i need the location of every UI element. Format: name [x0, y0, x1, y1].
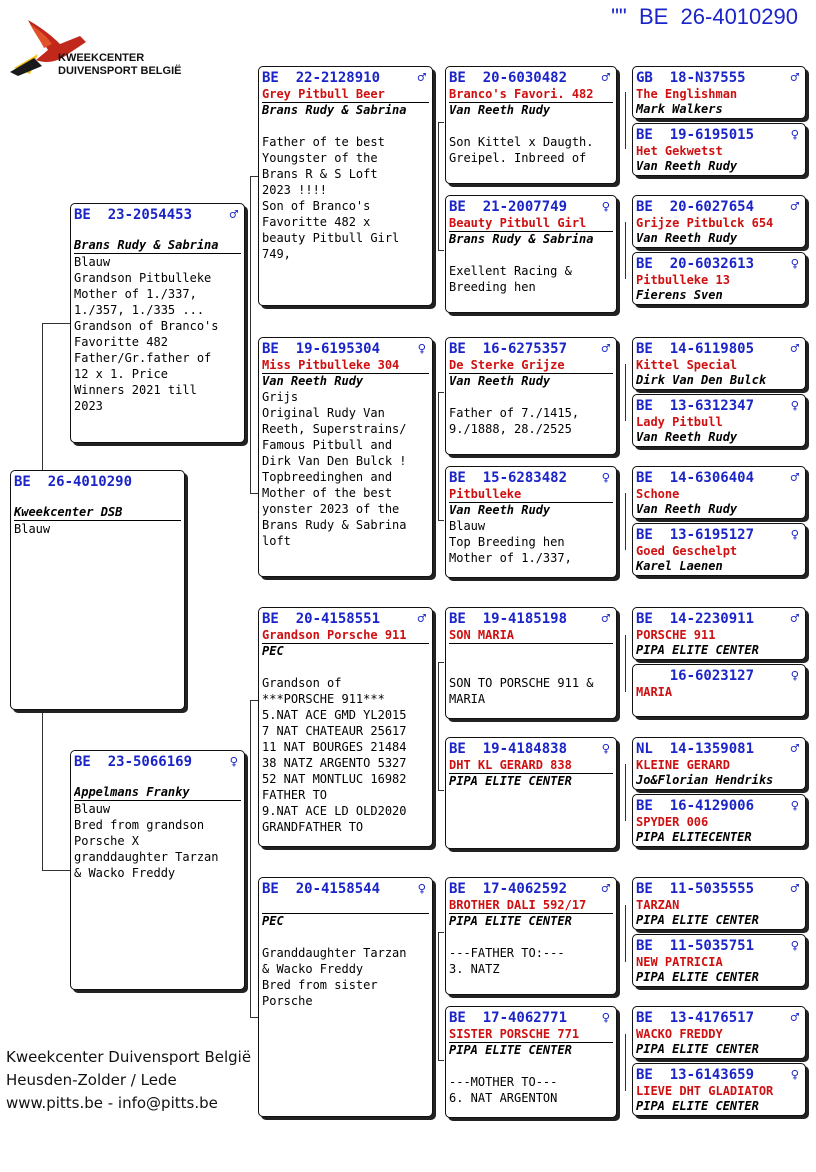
- dam-card[interactable]: [70, 750, 245, 990]
- pigeon-owner: Brans Rudy & Sabrina: [262, 103, 407, 117]
- pedigree-header: [611, 4, 798, 30]
- pigeon-notes: Granddaughter Tarzan & Wacko Freddy Bred from sister Porsche: [262, 946, 407, 1008]
- pigeon-owner: Van Reeth Rudy: [449, 103, 551, 117]
- female-icon: ♀: [790, 798, 799, 814]
- male-icon: ♂: [790, 611, 799, 627]
- pigeon-name: SON MARIA: [449, 628, 613, 644]
- ring-number: BE 19-6195015: [636, 127, 755, 143]
- pigeon-color: Grijs: [262, 390, 299, 404]
- pigeon-ring: [259, 67, 432, 87]
- female-icon: ♀: [601, 199, 610, 215]
- ring-number: BE 19-4185198: [449, 611, 568, 627]
- connector-line: [42, 323, 70, 324]
- male-icon: ♂: [790, 881, 799, 897]
- male-icon: ♂: [790, 70, 799, 86]
- connector-line: [438, 392, 439, 520]
- connector-line: [42, 870, 70, 871]
- ring-number: BE 20-4158551: [262, 611, 381, 627]
- pigeon-name: LIEVE DHT GLADIATOR: [636, 1084, 774, 1098]
- pigeon-notes: Exellent Racing & Breeding hen: [449, 264, 572, 294]
- pigeon-name: Pitbulleke: [449, 487, 613, 503]
- pigeon-owner: Van Reeth Rudy: [636, 430, 738, 444]
- pigeon-ring: [633, 935, 805, 955]
- pigeon-owner: Van Reeth Rudy: [449, 503, 551, 517]
- grandparent-card[interactable]: [258, 66, 433, 306]
- ring-number: BE 13-6143659: [636, 1067, 755, 1083]
- pigeon-ring: [446, 338, 616, 358]
- great-grandparent-card[interactable]: [445, 66, 617, 184]
- ring-number: BE 20-4158544: [262, 881, 381, 897]
- subject-card[interactable]: [10, 470, 185, 710]
- pigeon-notes: Grandson Pitbulleke Mother of 1./337, 1./357, 1./335 ... Grandson of Branco's Favoritte 482 Father/Gr.father of 12 x 1. Price Winners 2021 till 2023: [74, 271, 219, 413]
- ring-number: BE 13-4176517: [636, 1010, 755, 1026]
- connector-line: [438, 662, 439, 790]
- female-icon: ♀: [790, 527, 799, 543]
- connector-line: [42, 710, 43, 870]
- pigeon-name: KLEINE GERARD: [636, 758, 730, 772]
- ring-number: 16-6023127: [636, 668, 755, 684]
- ancestor-card[interactable]: [632, 66, 806, 119]
- ring-number: BE 20-6032613: [636, 256, 755, 272]
- pigeon-ring: [633, 1064, 805, 1084]
- pigeon-notes: Son Kittel x Daugth. Greipel. Inbreed of: [449, 135, 594, 165]
- pigeon-notes: ---MOTHER TO--- 6. NAT ARGENTON: [449, 1075, 558, 1105]
- ancestor-card[interactable]: [632, 1063, 806, 1116]
- pigeon-name: SISTER PORSCHE 771: [449, 1027, 613, 1043]
- pigeon-owner: PIPA ELITE CENTER: [449, 774, 572, 788]
- pigeon-ring: [633, 395, 805, 415]
- pigeon-name: Grandson Porsche 911: [262, 628, 429, 644]
- female-icon: ♀: [790, 256, 799, 272]
- header-ring-number: BE 26-4010290: [638, 4, 798, 29]
- pigeon-name: Pitbulleke 13: [636, 273, 730, 287]
- pigeon-owner: PEC: [262, 644, 284, 658]
- pigeon-ring: [259, 338, 432, 358]
- female-icon: ♀: [790, 1067, 799, 1083]
- ring-number: BE 13-6195127: [636, 527, 755, 543]
- ancestor-card[interactable]: [632, 252, 806, 305]
- ring-number: BE 23-2054453: [74, 207, 193, 223]
- pigeon-name: MARIA: [636, 685, 673, 699]
- ring-number: BE 20-6027654: [636, 199, 755, 215]
- footer-contact-link[interactable]: www.pitts.be - info@pitts.be: [6, 1094, 218, 1112]
- pigeon-name: Schone: [636, 487, 680, 501]
- ring-number: BE 11-5035555: [636, 881, 755, 897]
- connector-line: [250, 700, 258, 701]
- connector-line: [438, 520, 444, 521]
- pigeon-ring: [259, 878, 432, 898]
- pigeon-color: Blauw: [74, 802, 111, 816]
- connector-line: [438, 932, 439, 1060]
- pigeon-name: DHT KL GERARD 838: [449, 758, 613, 774]
- female-icon: ♀: [417, 341, 426, 357]
- pigeon-ring: [633, 1007, 805, 1027]
- pigeon-owner: PIPA ELITE CENTER: [449, 914, 572, 928]
- connector-line: [42, 323, 43, 470]
- grandparent-card[interactable]: [258, 607, 433, 847]
- ring-number: BE 22-2128910: [262, 70, 381, 86]
- pigeon-owner: Jo&Florian Hendriks: [636, 773, 774, 787]
- connector-line: [438, 790, 444, 791]
- connector-line: [250, 700, 251, 1017]
- pigeon-notes: Top Breeding hen Mother of 1./337,: [449, 535, 572, 565]
- pigeon-ring: [633, 67, 805, 87]
- connector-line: [438, 392, 444, 393]
- ring-number: BE 26-4010290: [14, 474, 133, 490]
- logo-line1: KWEEKCENTER: [58, 52, 145, 64]
- pigeon-ring: [633, 795, 805, 815]
- pigeon-ring: [259, 608, 432, 628]
- great-grandparent-card[interactable]: [445, 466, 617, 578]
- ring-number: BE 21-2007749: [449, 199, 568, 215]
- pigeon-ring: [446, 1007, 616, 1027]
- ancestor-card[interactable]: [632, 195, 806, 248]
- ring-number: GB 18-N37555: [636, 70, 746, 86]
- pigeon-owner: PIPA ELITE CENTER: [449, 1043, 572, 1057]
- ancestor-card[interactable]: [632, 394, 806, 447]
- ring-number: BE 15-6283482: [449, 470, 568, 486]
- pigeon-ring: [633, 196, 805, 216]
- pigeon-name: Lady Pitbull: [636, 415, 723, 429]
- pigeon-owner: Van Reeth Rudy: [636, 159, 738, 173]
- ring-number: BE 19-6195304: [262, 341, 381, 357]
- connector-line: [438, 250, 444, 251]
- pigeon-notes: Bred from grandson Porsche X granddaughter Tarzan & Wacko Freddy: [74, 818, 219, 880]
- logo-line2: DUIVENSPORT BELGIË: [58, 65, 182, 77]
- ring-number: NL 14-1359081: [636, 741, 755, 757]
- great-grandparent-card[interactable]: [445, 607, 617, 719]
- pigeon-color: Blauw: [449, 519, 486, 533]
- pigeon-owner: Fierens Sven: [636, 288, 723, 302]
- pigeon-notes: Father of 7./1415, 9./1888, 28./2525: [449, 406, 580, 436]
- pigeon-name: TARZAN: [636, 898, 680, 912]
- ring-number: BE 11-5035751: [636, 938, 755, 954]
- ring-number: BE 17-4062592: [449, 881, 568, 897]
- connector-line: [625, 1034, 626, 1091]
- connector-line: [438, 932, 444, 933]
- connector-line: [625, 764, 626, 821]
- connector-line: [250, 176, 251, 493]
- male-icon: ♂: [601, 341, 610, 357]
- great-grandparent-card[interactable]: [445, 877, 617, 995]
- ancestor-card[interactable]: [632, 466, 806, 519]
- ring-number: BE 14-6119805: [636, 341, 755, 357]
- pigeon-name: Beauty Pitbull Girl: [449, 216, 613, 232]
- pigeon-notes: Original Rudy Van Reeth, Superstrains/ Famous Pitbull and Dirk Van Den Bulck ! Topbreedinghen and Mother of the best yonster 2023 of the Brans Rudy & Sabrina loft: [262, 406, 407, 548]
- connector-line: [625, 493, 626, 550]
- male-icon: ♂: [790, 1010, 799, 1026]
- logo: [8, 14, 208, 80]
- ancestor-card[interactable]: [632, 664, 806, 717]
- pigeon-name: Grijze Pitbulck 654: [636, 216, 774, 230]
- pigeon-ring: [633, 608, 805, 628]
- connector-line: [625, 635, 626, 692]
- pigeon-owner: PEC: [262, 914, 284, 928]
- ancestor-card[interactable]: [632, 737, 806, 790]
- pigeon-ring: [11, 471, 184, 491]
- pigeon-owner: PIPA ELITE CENTER: [636, 1042, 759, 1056]
- connector-line: [250, 493, 258, 494]
- great-grandparent-card[interactable]: [445, 337, 617, 455]
- pigeon-name: Grey Pitbull Beer: [262, 87, 429, 103]
- male-icon: ♂: [601, 881, 610, 897]
- pigeon-owner: Karel Laenen: [636, 559, 723, 573]
- great-grandparent-card[interactable]: [445, 737, 617, 849]
- connector-line: [438, 662, 444, 663]
- ancestor-card[interactable]: [632, 1006, 806, 1059]
- pigeon-notes: ---FATHER TO:--- 3. NATZ: [449, 946, 565, 976]
- ring-number: BE 14-2230911: [636, 611, 755, 627]
- pigeon-owner: Mark Walkers: [636, 102, 723, 116]
- header-quotes: "": [611, 4, 627, 29]
- pigeon-name: De Sterke Grijze: [449, 358, 613, 374]
- ancestor-card[interactable]: [632, 337, 806, 390]
- pigeon-name: PORSCHE 911: [636, 628, 716, 642]
- pigeon-ring: [633, 124, 805, 144]
- great-grandparent-card[interactable]: [445, 1006, 617, 1118]
- pigeon-ring: [446, 67, 616, 87]
- pigeon-owner: Brans Rudy & Sabrina: [449, 232, 594, 246]
- pigeon-name: [262, 898, 429, 914]
- ring-number: BE 20-6030482: [449, 70, 568, 86]
- pigeon-name: BROTHER DALI 592/17: [449, 898, 613, 914]
- pigeon-notes: Father of te best Youngster of the Brans R & S Loft 2023 !!!! Son of Branco's Favoritte 482 x beauty Pitbull Girl 749,: [262, 135, 400, 261]
- pigeon-ring: [633, 738, 805, 758]
- pigeon-name: SPYDER 006: [636, 815, 709, 829]
- pigeon-ring: [633, 524, 805, 544]
- male-icon: ♂: [790, 741, 799, 757]
- ring-number: BE 16-6275357: [449, 341, 568, 357]
- male-icon: ♂: [417, 611, 426, 627]
- pigeon-ring: [71, 204, 244, 224]
- pigeon-owner: PIPA ELITE CENTER: [636, 643, 759, 657]
- pigeon-ring: [446, 467, 616, 487]
- footer: [6, 1046, 251, 1115]
- connector-line: [625, 905, 626, 962]
- pigeon-ring: [446, 878, 616, 898]
- pigeon-owner: Van Reeth Rudy: [636, 502, 738, 516]
- ancestor-card[interactable]: [632, 794, 806, 847]
- grandparent-card[interactable]: [258, 877, 433, 1117]
- male-icon: ♂: [601, 611, 610, 627]
- pigeon-owner: Van Reeth Rudy: [636, 231, 738, 245]
- pigeon-name: The Englishman: [636, 87, 738, 101]
- pigeon-owner: PIPA ELITE CENTER: [636, 970, 759, 984]
- pigeon-ring: [446, 608, 616, 628]
- male-icon: ♂: [601, 70, 610, 86]
- pigeon-name: Goed Geschelpt: [636, 544, 738, 558]
- pigeon-owner: Dirk Van Den Bulck: [636, 373, 767, 387]
- ring-number: BE 19-4184838: [449, 741, 568, 757]
- pigeon-name: NEW PATRICIA: [636, 955, 723, 969]
- male-icon: ♂: [229, 207, 238, 223]
- pigeon-name: Het Gekwetst: [636, 144, 723, 158]
- male-icon: ♂: [790, 470, 799, 486]
- pigeon-owner: Appelmans Franky: [74, 785, 241, 801]
- pigeon-name: Branco's Favori. 482: [449, 87, 613, 103]
- male-icon: ♂: [790, 199, 799, 215]
- pigeon-name: WACKO FREDDY: [636, 1027, 723, 1041]
- pigeon-owner: Kweekcenter DSB: [14, 505, 181, 521]
- footer-company: Kweekcenter Duivensport België: [6, 1048, 252, 1066]
- pigeon-ring: [633, 253, 805, 273]
- ancestor-card[interactable]: [632, 523, 806, 576]
- pigeon-owner: Brans Rudy & Sabrina: [74, 238, 241, 254]
- pigeon-ring: [446, 196, 616, 216]
- connector-line: [438, 122, 439, 250]
- pigeon-ring: [71, 751, 244, 771]
- connector-line: [438, 1060, 444, 1061]
- female-icon: ♀: [790, 127, 799, 143]
- connector-line: [625, 364, 626, 421]
- pigeon-color: Blauw: [14, 522, 51, 536]
- grandparent-card[interactable]: [258, 337, 433, 577]
- female-icon: ♀: [790, 398, 799, 414]
- ancestor-card[interactable]: [632, 934, 806, 987]
- female-icon: ♀: [601, 1010, 610, 1026]
- ancestor-card[interactable]: [632, 877, 806, 930]
- pigeon-ring: [633, 338, 805, 358]
- female-icon: ♀: [601, 470, 610, 486]
- ancestor-card[interactable]: [632, 123, 806, 176]
- female-icon: ♀: [417, 881, 426, 897]
- female-icon: ♀: [790, 938, 799, 954]
- pigeon-color: Blauw: [74, 255, 111, 269]
- ancestor-card[interactable]: [632, 607, 806, 660]
- pigeon-ring: [633, 467, 805, 487]
- great-grandparent-card[interactable]: [445, 195, 617, 313]
- pigeon-ring: [446, 738, 616, 758]
- pigeon-owner: [449, 644, 613, 659]
- ring-number: BE 14-6306404: [636, 470, 755, 486]
- connector-line: [625, 92, 626, 149]
- pigeon-ring: [633, 665, 805, 685]
- pigeon-name: Kittel Special: [636, 358, 738, 372]
- pigeon-owner: PIPA ELITE CENTER: [636, 913, 759, 927]
- pigeon-owner: PIPA ELITE CENTER: [636, 1099, 759, 1113]
- pigeon-notes: Grandson of ***PORSCHE 911*** 5.NAT ACE GMD YL2015 7 NAT CHATEAUR 25617 11 NAT BOURGES 21484 38 NATZ ARGENTO 5327 52 NAT MONTLUC 16982 FATHER TO 9.NAT ACE LD OLD2020 GRANDFATHER TO: [262, 676, 407, 834]
- female-icon: ♀: [601, 741, 610, 757]
- pigeon-notes: SON TO PORSCHE 911 & MARIA: [449, 676, 594, 706]
- male-icon: ♂: [790, 341, 799, 357]
- sire-card[interactable]: [70, 203, 245, 443]
- female-icon: ♀: [229, 754, 238, 770]
- female-icon: ♀: [790, 668, 799, 684]
- logo-text: [58, 52, 181, 78]
- connector-line: [438, 122, 444, 123]
- connector-line: [250, 176, 258, 177]
- connector-line: [250, 1017, 258, 1018]
- footer-location: Heusden-Zolder / Lede: [6, 1071, 177, 1089]
- pigeon-owner: PIPA ELITECENTER: [636, 830, 752, 844]
- ring-number: BE 16-4129006: [636, 798, 755, 814]
- ring-number: BE 23-5066169: [74, 754, 193, 770]
- connector-line: [625, 222, 626, 279]
- pigeon-name: Miss Pitbulleke 304: [262, 358, 429, 374]
- pigeon-owner: Van Reeth Rudy: [449, 374, 551, 388]
- ring-number: BE 13-6312347: [636, 398, 755, 414]
- ring-number: BE 17-4062771: [449, 1010, 568, 1026]
- pigeon-owner: Van Reeth Rudy: [262, 374, 364, 388]
- male-icon: ♂: [417, 70, 426, 86]
- pigeon-ring: [633, 878, 805, 898]
